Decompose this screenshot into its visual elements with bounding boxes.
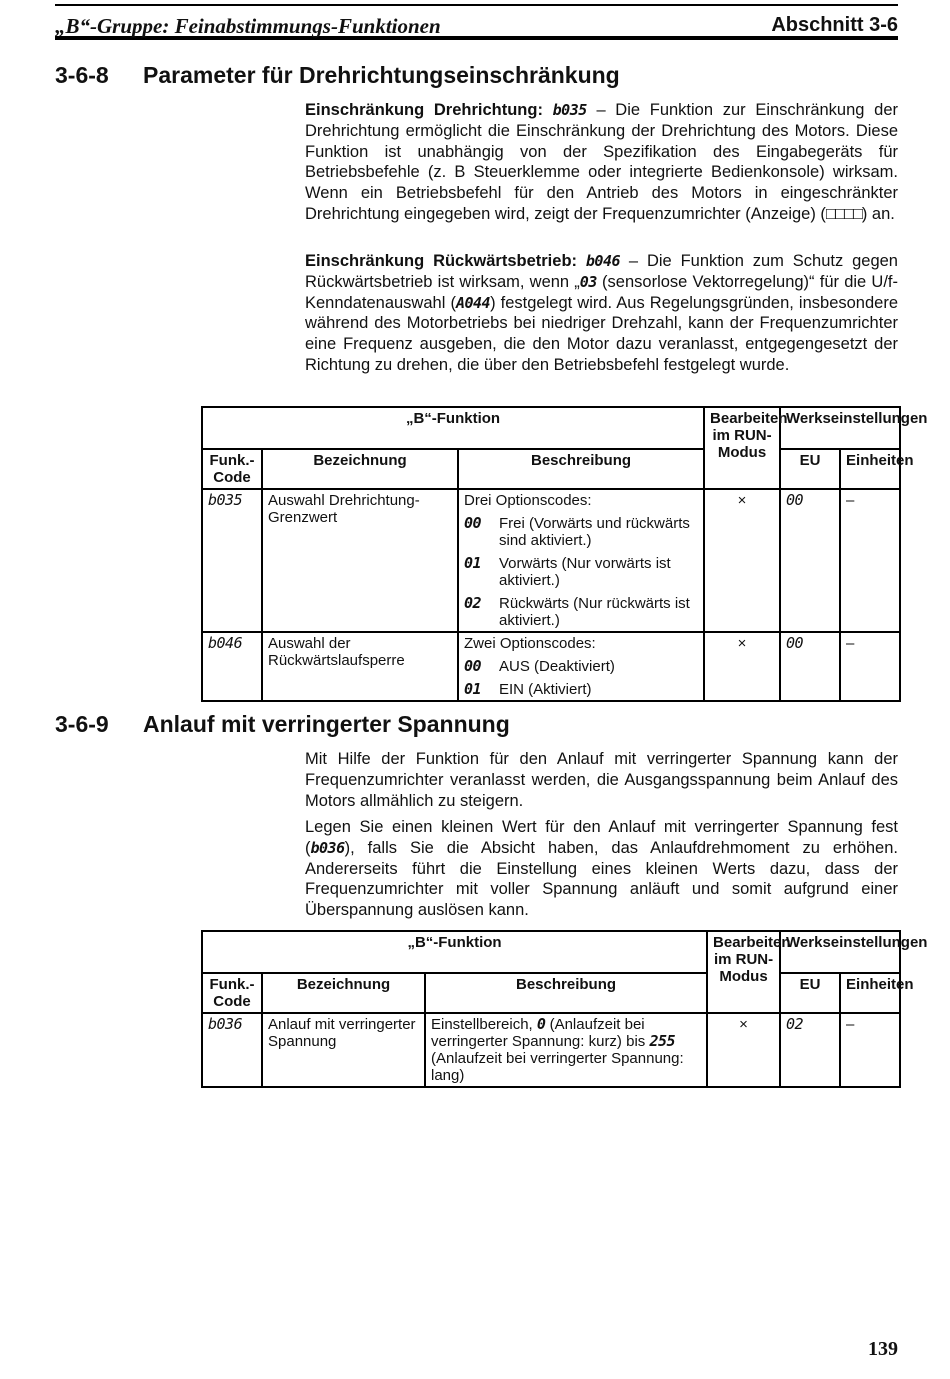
chapter-title: „B“-Gruppe: Feinabstimmungs-Funktionen: [55, 14, 441, 38]
param-code: A044: [455, 293, 491, 312]
row-code: b036: [202, 1013, 262, 1087]
row-eu-value: 00: [780, 489, 840, 632]
option-item: [464, 681, 698, 698]
option-code: 00: [464, 514, 482, 532]
row-name: Auswahl Drehrichtung-Grenzwert: [262, 489, 458, 632]
section-label: Abschnitt 3-6: [771, 14, 898, 36]
param-code: b035: [552, 101, 587, 119]
description-intro: Drei Optionscodes:: [464, 492, 592, 509]
description-header: Beschreibung: [425, 973, 707, 1013]
option-code: 03: [579, 272, 597, 291]
param-code: b036: [310, 838, 345, 857]
option-item: [464, 515, 698, 549]
code-header: Funk.-Code: [202, 449, 262, 489]
paragraph-soft-start-setting: [305, 817, 898, 921]
option-text: EIN (Aktiviert): [499, 681, 592, 698]
range-min-code: 0: [536, 1015, 546, 1033]
row-units-value: –: [840, 489, 900, 632]
option-item: [464, 555, 698, 589]
option-text: Rückwärts (Nur rückwärts ist aktiviert.): [499, 595, 690, 629]
description-text: Einstellbereich,: [431, 1016, 537, 1033]
row-name: Anlauf mit verringerter Spannung: [262, 1013, 425, 1087]
section-title: Parameter für Drehrichtungseinschränkung: [143, 62, 620, 88]
units-header: Einheiten: [840, 449, 900, 489]
table-row: [202, 489, 900, 632]
option-text: AUS (Deaktiviert): [499, 658, 615, 675]
paragraph-text: ) festgelegt wird. Aus Regelungsgründen, insbesondere während des Motorbetriebs bei niedriger Drehzahl, kann der Frequenzumrichter eine Frequenz ausgeben, die den Motor dazu veranlasst, entgegengesetzt der Richtung zu drehen, die über den Betriebsbefehl festgelegt wurde.: [305, 293, 898, 374]
row-description: [425, 1013, 707, 1087]
name-header: Bezeichnung: [262, 449, 458, 489]
defaults-header: Werkseinstellungen: [780, 407, 900, 449]
row-description: [458, 632, 704, 701]
row-description: [458, 489, 704, 632]
page-header: [55, 4, 898, 40]
function-group-header: „B“-Funktion: [202, 931, 707, 973]
paragraph-soft-start: Mit Hilfe der Funktion für den Anlauf mit verringerter Spannung kann der Frequenzumrichter veranlasst werden, die Ausgangsspannung beim Anlauf des Motors allmählich zu steigern.: [305, 750, 898, 810]
parameter-table-1: [201, 406, 928, 702]
units-header: Einheiten: [840, 973, 900, 1013]
row-edit-mark: ×: [704, 489, 780, 632]
row-units-value: –: [840, 1013, 900, 1087]
term-label: Einschränkung Rückwärtsbetrieb:: [305, 252, 578, 270]
paragraph-direction-limit: [305, 100, 898, 225]
row-eu-value: 02: [780, 1013, 840, 1087]
table-row: [202, 1013, 900, 1087]
row-eu-value: 00: [780, 632, 840, 701]
paragraph-text: ), falls Sie die Absicht haben, das Anlaufdrehmoment zu erhöhen. Andererseits führt die Einstellung eines kleinen Werts dazu, dass der Frequenzumrichter mit voller Spannung anläuft und somit aufgrund einer Überspannung auslösen kann.: [305, 838, 898, 920]
term-label: Einschränkung Drehrichtung:: [305, 101, 543, 119]
eu-header: EU: [780, 449, 840, 489]
option-text: Frei (Vorwärts und rückwärts sind aktiviert.): [499, 515, 690, 549]
eu-header: EU: [780, 973, 840, 1013]
section-title: Anlauf mit verringerter Spannung: [143, 711, 510, 737]
description-text: (Anlaufzeit bei verringerter Spannung: kurz) bis: [431, 1016, 650, 1050]
option-text: Vorwärts (Nur vorwärts ist aktiviert.): [499, 555, 671, 589]
function-group-header: „B“-Funktion: [202, 407, 704, 449]
row-units-value: –: [840, 632, 900, 701]
defaults-header: Werkseinstellungen: [780, 931, 900, 973]
section-number: 3-6-9: [55, 711, 109, 737]
parameter-table-2: [201, 930, 928, 1088]
section-number: 3-6-8: [55, 62, 109, 88]
paragraph-text: – Die Funktion zur Einschränkung der Drehrichtung ermöglicht die Einschränkung der Drehrichtung des Motors. Diese Funktion ist unabhängig von der Spezifikation des Eingabegeräts für Betriebsbefehle (z. B Steuerklemme oder integrierte Bedienkonsole) wirksam. Wenn ein Betriebsbefehl für den Antrieb des Motors in eingeschränkter Drehrichtung eingegeben wird, zeigt der Frequenzumrichter (Anzeige) (: [305, 101, 898, 223]
code-header: Funk.-Code: [202, 973, 262, 1013]
edit-run-header: Bearbeiten im RUN-Modus: [707, 931, 780, 1013]
paragraph-text: Legen Sie einen kleinen Wert für den Anlauf mit verringerter Spannung fest (: [305, 818, 898, 857]
paragraph-reverse-limit: [305, 251, 898, 376]
edit-run-header: Bearbeiten im RUN-Modus: [704, 407, 780, 489]
row-name: Auswahl der Rückwärtslaufsperre: [262, 632, 458, 701]
display-symbol: □□□□: [825, 204, 862, 223]
paragraph-text: – Die Funktion zum Schutz gegen Rückwärtsbetrieb ist wirksam, wenn „: [305, 252, 898, 291]
description-text: (Anlaufzeit bei verringerter Spannung: lang): [431, 1050, 684, 1084]
param-code: b046: [585, 252, 621, 270]
description-intro: Zwei Optionscodes:: [464, 635, 596, 652]
row-code: b046: [202, 632, 262, 701]
range-max-code: 255: [649, 1032, 676, 1050]
row-edit-mark: ×: [704, 632, 780, 701]
page-number: 139: [868, 1338, 898, 1360]
option-item: [464, 595, 698, 629]
name-header: Bezeichnung: [262, 973, 425, 1013]
paragraph-text: (sensorlose Vektorregelung)“ für die U/f-Kenndatenauswahl (: [305, 272, 898, 312]
paragraph-text-end: ) an.: [861, 204, 895, 223]
option-code: 01: [464, 680, 482, 698]
option-item: [464, 658, 698, 675]
table-row: [202, 632, 900, 701]
section-heading-369: [55, 711, 510, 738]
option-code: 02: [464, 594, 482, 612]
option-code: 00: [464, 657, 482, 675]
row-edit-mark: ×: [707, 1013, 780, 1087]
section-heading-368: [55, 62, 620, 89]
description-header: Beschreibung: [458, 449, 704, 489]
option-code: 01: [464, 554, 482, 572]
row-code: b035: [202, 489, 262, 632]
